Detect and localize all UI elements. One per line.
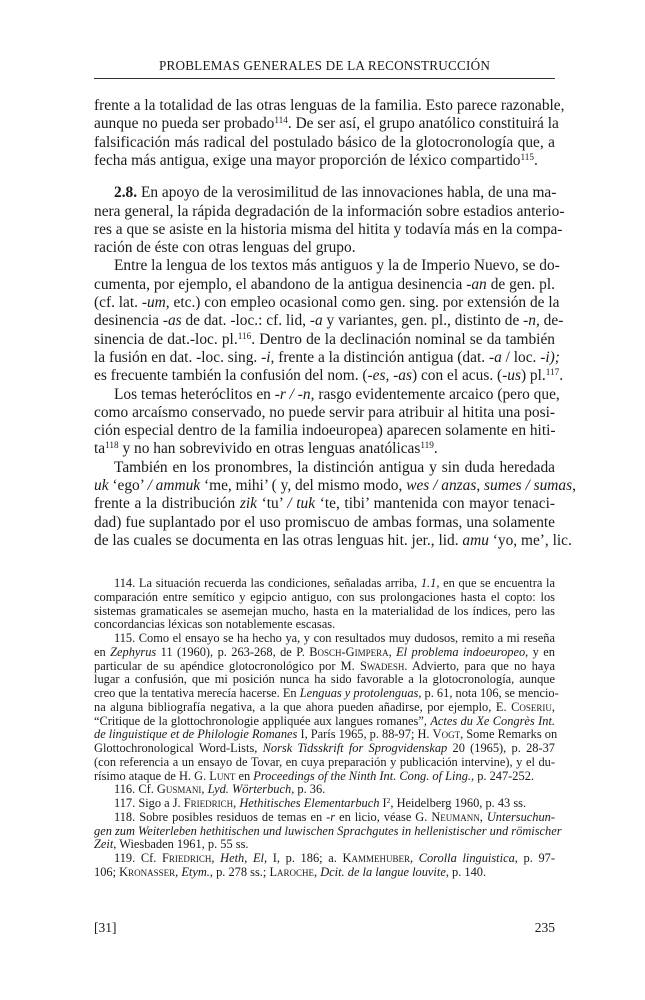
text-run: , Some Remarks on bbox=[460, 727, 558, 742]
text-run: 116. Cf. bbox=[114, 782, 157, 797]
text-run: uk bbox=[94, 477, 109, 494]
text-run: Proceedings of the Ninth Int. Cong. of Ling. bbox=[253, 768, 471, 783]
text-run: es frecuente también la confusión del nom. ( bbox=[94, 367, 368, 385]
text-run: Friedrich bbox=[183, 796, 234, 810]
text-run: , p. 97- bbox=[514, 851, 555, 865]
text-run: Gusmani bbox=[156, 782, 202, 797]
footnote-reference: 119 bbox=[420, 440, 434, 451]
text-run: frente a la distribución bbox=[94, 495, 240, 513]
text-run: , I, p. 186; a. bbox=[264, 851, 343, 865]
body-line bbox=[94, 367, 564, 385]
text-run: de- bbox=[539, 312, 564, 330]
running-head: PROBLEMAS GENERALES DE LA RECONSTRUCCIÓN bbox=[158, 58, 491, 73]
text-run: frente a la totalidad de las otras lenguas de la familia. Esto parece razonable, bbox=[94, 97, 565, 114]
text-run: Entre la lengua de los textos más antiguos y la de Imperio Nuevo, se do- bbox=[114, 257, 560, 275]
footnote-line bbox=[94, 810, 555, 824]
text-run: Friedrich bbox=[162, 851, 212, 865]
text-run: na alguna bibliografía negativa, a la que ahora pueden añadirse, por ejemplo, E. bbox=[94, 699, 512, 714]
text-run: Untersuchun- bbox=[486, 809, 555, 824]
text-run: 117. Sigo a J. bbox=[114, 796, 184, 810]
body-line bbox=[94, 257, 560, 275]
text-run: 11 (1960), p. 263-268, de P. bbox=[156, 644, 310, 659]
text-run: sistemas gramaticales se asemejan mucho, hasta en la materialidad de los índices, pero las bbox=[94, 603, 555, 618]
text-run: lugar a confusión, que mi posición nunca ha sido favorable a la glotocronología, aunque bbox=[94, 672, 555, 687]
text-run: Lenguas y protolenguas bbox=[299, 686, 419, 700]
body-line bbox=[94, 202, 565, 221]
footnote-line bbox=[94, 645, 555, 659]
text-run: nera general, la rápida degradación de la información sobre estadios anterio- bbox=[94, 202, 565, 220]
text-run: particular de su apéndice glotocronológico por M. bbox=[94, 658, 360, 673]
text-run: , p. 61, nota 106, se mencio- bbox=[418, 686, 559, 700]
body-line bbox=[94, 312, 564, 330]
text-run: 119. Cf. bbox=[114, 851, 163, 865]
text-run: Los temas heteróclitos en bbox=[114, 385, 275, 403]
footnote-line bbox=[94, 727, 558, 742]
text-run: Lunt bbox=[209, 768, 236, 783]
text-run: En apoyo de la verosimilitud de las innovaciones habla, de una ma- bbox=[137, 184, 557, 202]
text-run: ción especial dentro de la familia indoeuropea) aparecen solamente en hiti- bbox=[94, 422, 556, 440]
text-run: . bbox=[433, 440, 438, 458]
text-run: . Advierto, para que no haya bbox=[404, 658, 555, 673]
text-run: ‘yo, me’, lic. bbox=[488, 531, 572, 549]
text-run: , bbox=[551, 699, 555, 714]
footnote-reference: 115 bbox=[520, 151, 535, 162]
footnote-line bbox=[94, 714, 555, 728]
text-run: / tuk bbox=[287, 495, 316, 513]
text-run: -a bbox=[309, 312, 323, 330]
footnote-line bbox=[94, 865, 555, 879]
text-run: creo que la tentativa merecía hacerse. En bbox=[94, 686, 300, 700]
text-run: falsificación más radical del postulado básico de la glotocronología que, a bbox=[94, 133, 555, 151]
body-line bbox=[94, 531, 572, 550]
text-run: , bbox=[388, 644, 397, 659]
text-run: rasgo evidentemente arcaico (pero que, bbox=[314, 385, 560, 403]
text-run: Laroche bbox=[269, 864, 315, 879]
text-run: , y en bbox=[525, 644, 555, 659]
text-run: (con referencia a un ensayo de Tovar, en cuya preparación y publicación intervine), y el du- bbox=[94, 754, 555, 769]
footnote-line bbox=[94, 741, 555, 755]
text-run: en licio, véase G. bbox=[335, 809, 432, 824]
text-run: Kammehuber bbox=[342, 851, 410, 865]
text-run: , bbox=[409, 851, 419, 865]
text-run: , Heidelberg 1960, p. 43 ss. bbox=[390, 796, 527, 810]
text-run: ‘ego’ bbox=[108, 477, 148, 494]
body-line bbox=[94, 477, 576, 495]
text-run: 2.8. bbox=[114, 184, 138, 202]
text-run: ‘me, mihi’ ( y, del mismo modo, bbox=[200, 477, 407, 494]
text-run: -as bbox=[162, 312, 182, 330]
page-number: 235 bbox=[534, 920, 555, 935]
text-run: de gen. pl. bbox=[486, 275, 555, 293]
text-run: Kronasser bbox=[119, 864, 176, 879]
text-run: I bbox=[379, 796, 387, 810]
text-run: -r bbox=[326, 809, 336, 824]
text-run: -um, bbox=[141, 294, 170, 311]
text-run: , bbox=[233, 796, 240, 810]
body-line bbox=[94, 348, 560, 367]
text-run: comparación entre semítico y egipcio antiguo, con sus prolongaciones hasta el copto: los bbox=[94, 589, 555, 604]
body-line bbox=[94, 97, 565, 115]
text-run: Hethitisches Elementarbuch bbox=[239, 796, 380, 810]
text-run: El problema indoeuropeo bbox=[396, 644, 526, 659]
text-run: Coseriu bbox=[511, 699, 552, 714]
body-line bbox=[94, 220, 563, 239]
text-run: wes / anzas bbox=[406, 477, 477, 494]
body-line bbox=[94, 184, 555, 202]
text-run: y no han sobrevivido en otras lenguas anatólicas bbox=[118, 440, 421, 458]
text-run: ) con el acus. ( bbox=[411, 367, 503, 385]
text-run: 115. Como el ensayo se ha hecho ya, y con resultados muy dudosos, remito a mi reseña bbox=[114, 631, 555, 645]
text-run: , bbox=[211, 851, 221, 865]
text-run: desinencia bbox=[94, 312, 163, 330]
text-run: Lyd. Wörterbuch bbox=[207, 782, 292, 797]
footnote-line bbox=[94, 782, 555, 796]
text-run: Vogt bbox=[432, 727, 461, 742]
footnote-line bbox=[94, 631, 555, 645]
header-rule bbox=[94, 78, 555, 79]
text-run: , p. 278 ss.; bbox=[209, 864, 270, 879]
text-run: , bbox=[201, 782, 208, 797]
body-line bbox=[94, 294, 560, 312]
footnote-line bbox=[94, 617, 555, 631]
footnote-reference: 118 bbox=[105, 440, 119, 451]
text-run: sumes / sumas bbox=[484, 477, 573, 494]
text-run: cumenta, por ejemplo, el abandono de la antigua desinencia bbox=[94, 275, 467, 293]
text-run: amu bbox=[462, 531, 489, 549]
text-run: 114. La situación recuerda las condiciones, señaladas arriba, bbox=[114, 576, 421, 590]
text-run: , Wiesbaden 1961, p. 55 ss. bbox=[113, 837, 249, 852]
text-run: 20 (1965), p. 28-37 bbox=[447, 741, 555, 755]
text-run: Zephyrus bbox=[110, 644, 157, 659]
text-run: Actes du Xe Congrès Int. bbox=[430, 713, 555, 728]
body-line bbox=[94, 239, 555, 257]
text-run: , bbox=[479, 809, 487, 824]
text-run: Swadesh bbox=[359, 658, 405, 673]
footnote-line bbox=[94, 851, 555, 865]
text-run: fecha más antigua, exige una mayor proporción de léxico compartido bbox=[94, 151, 521, 169]
text-run: , bbox=[175, 864, 182, 879]
body-line bbox=[94, 459, 555, 477]
footnote-reference: 116 bbox=[237, 330, 252, 341]
text-run: ración de éste con otras lenguas del grupo. bbox=[94, 239, 356, 257]
text-run: -us bbox=[502, 367, 521, 385]
folio-bracket-number: [31] bbox=[94, 920, 117, 935]
text-run: / ammuk bbox=[147, 477, 201, 494]
body-line bbox=[94, 115, 559, 133]
text-run: , bbox=[476, 477, 485, 494]
body-line bbox=[94, 422, 555, 440]
text-run: res a que se asiste en la historia misma del hitita y todavía más en la compa- bbox=[94, 220, 563, 238]
text-run: “Critique de la glottochronologie appliquée aux langues romanes”, bbox=[94, 713, 431, 728]
footnote-line bbox=[94, 672, 555, 686]
text-run: Etym. bbox=[181, 864, 210, 879]
body-line bbox=[94, 385, 560, 404]
text-run: gen zum Weiterleben hethitischen und luwischen Sprachgutes in hellenistischer und römischer bbox=[94, 823, 562, 838]
text-run: -a bbox=[488, 348, 502, 366]
text-run: Bosch-Gimpera bbox=[309, 644, 389, 659]
footnote-line bbox=[94, 823, 562, 838]
body-line bbox=[94, 331, 555, 349]
text-run: Heth, El bbox=[220, 851, 264, 865]
text-run: zik bbox=[239, 495, 257, 513]
body-line bbox=[94, 514, 555, 532]
text-run: la fusión en dat. -loc. sing. bbox=[94, 348, 262, 366]
footnote-line bbox=[94, 769, 555, 783]
body-line bbox=[94, 134, 555, 152]
text-run: -an bbox=[466, 275, 487, 293]
text-run: -es, -as bbox=[367, 367, 412, 385]
text-run: ‘te, tibi’ mantenida con mayor tenaci- bbox=[315, 495, 555, 513]
text-run: También en los pronombres, la distinción antigua y sin duda heredada bbox=[114, 458, 555, 476]
body-line bbox=[94, 276, 555, 294]
text-run: 1.1 bbox=[420, 576, 437, 590]
footnote-line bbox=[94, 755, 555, 769]
text-run: , bbox=[572, 477, 576, 494]
footnote-line bbox=[94, 837, 555, 851]
body-line bbox=[94, 440, 555, 458]
text-run: aunque no pueda ser probado bbox=[94, 115, 275, 133]
text-run: , p. 36. bbox=[291, 782, 326, 797]
text-run: Norsk Tidsskrift for Sprogvidenskap bbox=[262, 741, 448, 755]
text-run: . bbox=[559, 367, 564, 385]
text-run: I, París 1965, p. 88-97; H. bbox=[297, 727, 433, 742]
text-run: de las cuales se documenta en las otras lenguas hit. jer., lid. bbox=[94, 531, 463, 549]
footnote-reference: 117 bbox=[545, 367, 560, 378]
footnote-reference: 2 bbox=[386, 795, 391, 805]
text-run: , bbox=[314, 864, 321, 879]
text-run: sinencia de dat.-loc. pl. bbox=[94, 330, 238, 348]
footnote-line bbox=[94, 604, 555, 618]
text-run: dad) fue suplantado por el uso promiscuo de ambas formas, una solamente bbox=[94, 513, 555, 531]
text-run: Dcit. de la langue louvite bbox=[320, 864, 446, 879]
text-run: rísimo ataque de H. G. bbox=[94, 768, 210, 783]
text-run: (cf. lat. bbox=[94, 294, 142, 311]
footnote-line bbox=[94, 659, 555, 673]
text-run: en bbox=[94, 644, 111, 659]
text-run: , p. 247-252. bbox=[471, 768, 534, 783]
text-run: , en que se encuentra la bbox=[436, 576, 555, 590]
text-run: frente a la distinción antigua (dat. bbox=[274, 348, 489, 366]
text-run: , p. 140. bbox=[445, 864, 487, 879]
text-run: en bbox=[235, 768, 254, 783]
text-run: ) pl. bbox=[520, 367, 546, 385]
text-run: -n, bbox=[523, 312, 540, 330]
text-run: ta bbox=[94, 440, 106, 458]
text-run: concordancias léxicas son notablemente escasas. bbox=[94, 617, 336, 632]
text-run: etc.) con empleo ocasional como gen. sing. por extensión de la bbox=[169, 294, 560, 311]
text-run: de dat. -loc.: cf. lid, bbox=[181, 312, 310, 330]
text-run: / loc. bbox=[501, 348, 541, 366]
footnote-line bbox=[94, 796, 555, 810]
text-run: 118. Sobre posibles residuos de temas en bbox=[114, 809, 327, 824]
text-run: de linguistique et de Philologie Romanes bbox=[94, 727, 298, 742]
footnote-line bbox=[94, 700, 555, 714]
text-run: -i, bbox=[261, 348, 275, 366]
text-run: . De ser así, el grupo anatólico constituirá la bbox=[287, 115, 559, 133]
text-run: Corolla linguistica bbox=[418, 851, 515, 865]
text-run: -r / -n, bbox=[274, 385, 315, 403]
text-run: -i); bbox=[540, 348, 560, 366]
footnote-line bbox=[94, 590, 555, 604]
footnote-reference: 114 bbox=[274, 115, 288, 126]
text-run: como arcaísmo conservado, no puede servir para atribuir al hitita una posi- bbox=[94, 403, 555, 421]
text-run: . Dentro de la declinación nominal se da también bbox=[251, 330, 555, 348]
text-run: . bbox=[534, 151, 538, 169]
body-line bbox=[94, 495, 555, 513]
footnote-line bbox=[94, 576, 555, 590]
text-run: Glottochronological Word-Lists, bbox=[94, 741, 263, 755]
text-run: ‘tu’ bbox=[257, 495, 288, 513]
text-run: Zeit bbox=[94, 837, 114, 852]
text-run: 106; bbox=[94, 864, 120, 879]
body-line bbox=[94, 404, 555, 422]
text-run: y variantes, gen. pl., distinto de bbox=[322, 312, 524, 330]
body-line bbox=[94, 152, 555, 170]
text-run: Neumann bbox=[431, 809, 480, 824]
footnote-line bbox=[94, 686, 559, 700]
